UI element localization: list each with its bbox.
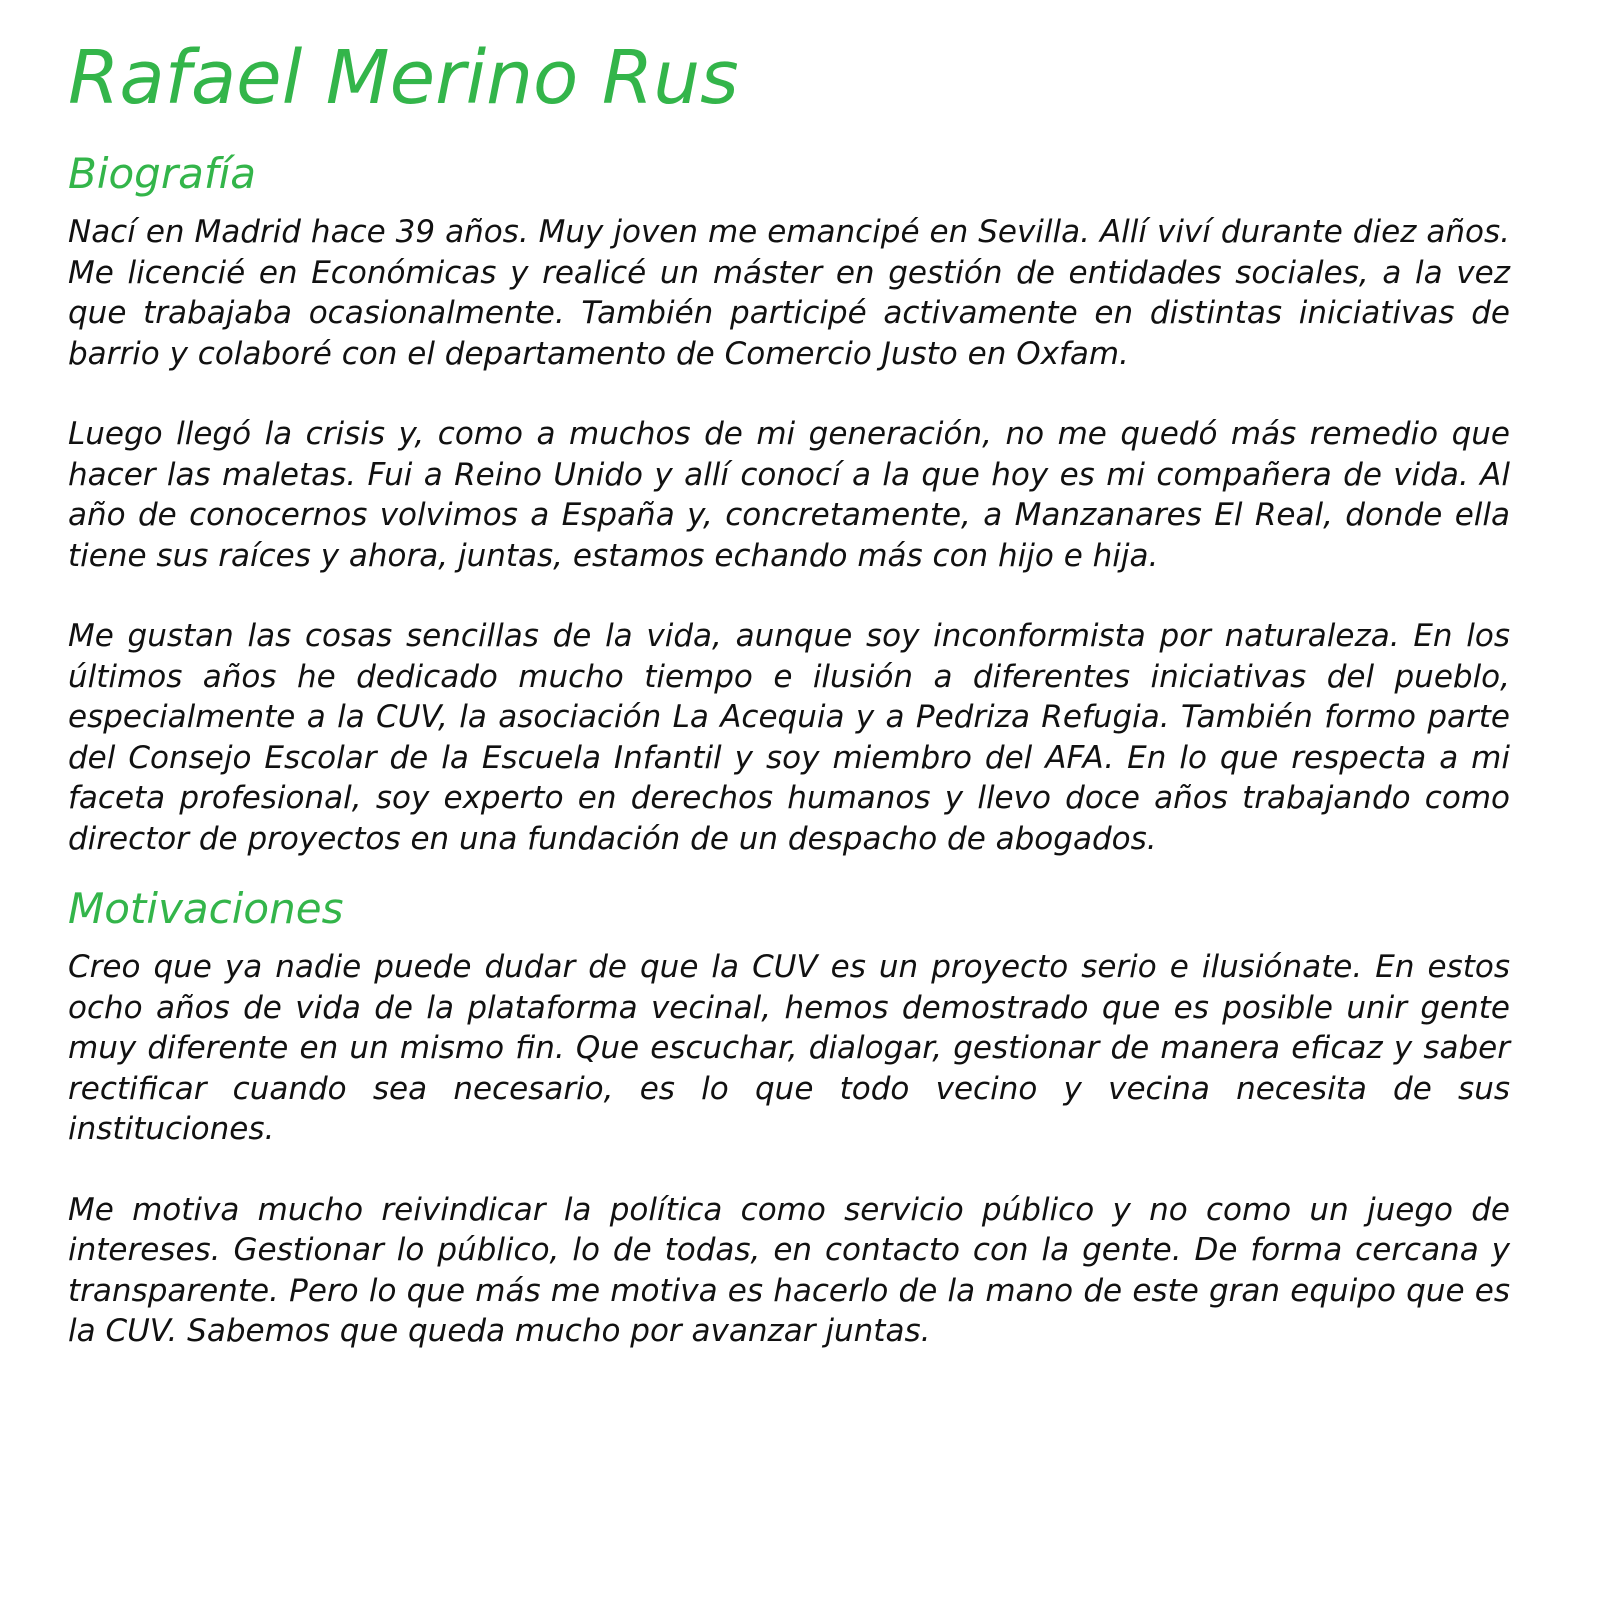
page-title: Rafael Merino Rus: [68, 35, 739, 121]
paragraph: Me gustan las cosas sencillas de la vida, aunque soy inconformista por naturaleza. En los últimos años he dedicado mucho tiempo e ilusión a diferentes iniciativas del pueblo, especialmente a la CUV, la asociación La Acequia y a Pedriza Refugia. También formo parte del Consejo Escolar de la Escuela Infantil y soy miembro del AFA. En lo que respecta a mi faceta profesional, soy experto en derechos humanos y llevo doce años trabajando como director de proyectos en una fundación de un despacho de abogados.: [68, 618, 1510, 857]
paragraph: Creo que ya nadie puede dudar de que la CUV es un proyecto serio e ilusiónate. En estos ocho años de vida de la plataforma vecinal, hemos demostrado que es posible unir gente muy diferente en un mismo fin. Que escuchar, dialogar, gestionar de manera eficaz y saber rectificar cuando sea necesario, es lo que todo vecino y vecina necesita de sus instituciones.: [68, 949, 1510, 1147]
section-biografia: [68, 146, 1538, 859]
paragraph: Me motiva mucho reivindicar la política como servicio público y no como un juego de intereses. Gestionar lo público, lo de todas, en contacto con la gente. De forma cercana y transparente. Pero lo que más me motiva es hacerlo de la mano de este gran equipo que es la CUV. Sabemos que queda mucho por avanzar juntas.: [68, 1191, 1510, 1349]
document-page: [68, 30, 1538, 1392]
section-heading-biografia: Biografía: [68, 149, 257, 198]
section-heading-motivaciones: Motivaciones: [68, 884, 344, 933]
section-motivaciones: [68, 881, 1538, 1352]
paragraph: Luego llegó la crisis y, como a muchos de mi generación, no me quedó más remedio que hacer las maletas. Fui a Reino Unido y allí conocí a la que hoy es mi compañera de vida. Al año de conocernos volvimos a España y, concretamente, a Manzanares El Real, donde ella tiene sus raíces y ahora, juntas, estamos echando más con hijo e hija.: [68, 416, 1510, 574]
paragraph: Nací en Madrid hace 39 años. Muy joven me emancipé en Sevilla. Allí viví durante diez años. Me licencié en Económicas y realicé un máster en gestión de entidades sociales, a la vez que trabajaba ocasionalmente. También participé activamente en distintas iniciativas de barrio y colaboré con el departamento de Comercio Justo en Oxfam.: [68, 214, 1510, 372]
